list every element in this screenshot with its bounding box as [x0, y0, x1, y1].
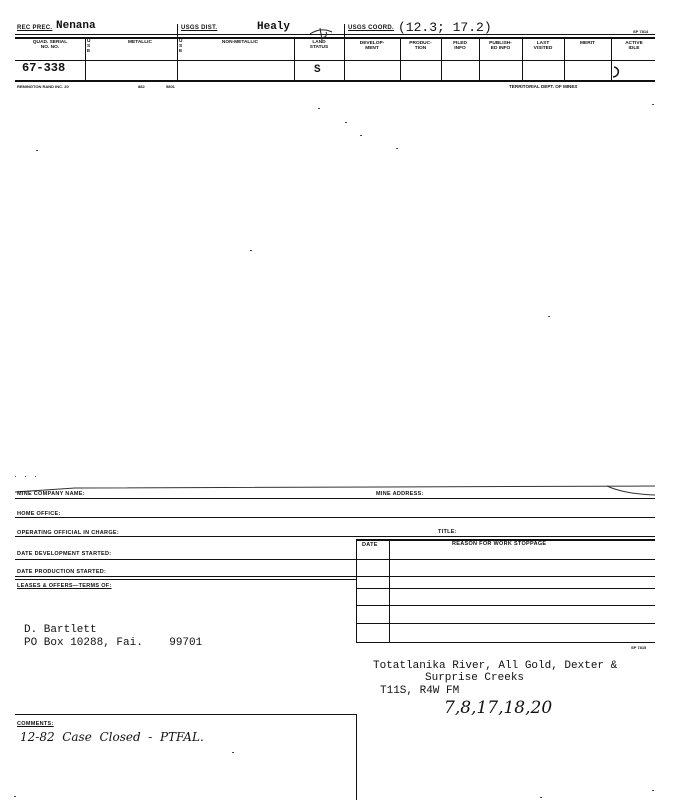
- rule: [400, 37, 401, 80]
- rule: [177, 24, 178, 80]
- speck: [345, 122, 347, 123]
- lessee-name: D. Bartlett: [24, 624, 97, 636]
- rule: [441, 37, 442, 80]
- rule: [356, 714, 357, 800]
- col-production: PRODUC- TION: [409, 41, 432, 51]
- col-published-info: PUBLISH- ED INFO: [489, 41, 512, 51]
- col-filed-info: FILED INFO: [453, 41, 467, 51]
- lessee-address: PO Box 10288, Fai. 99701: [24, 637, 203, 649]
- rule: [15, 517, 655, 518]
- quad-serial-value: 67-338: [22, 61, 66, 75]
- rule: [356, 623, 655, 624]
- land-status-value: S: [314, 64, 321, 76]
- date-column-label: DATE: [362, 542, 378, 548]
- date-production-label: DATE PRODUCTION STARTED:: [17, 569, 107, 575]
- col-nonmetallic: NON-METALLIC: [221, 40, 259, 45]
- speck: [232, 752, 234, 753]
- rule: [356, 642, 655, 643]
- speck: [652, 104, 654, 105]
- speck: [35, 476, 36, 477]
- rule: [479, 37, 480, 80]
- usgs-dist-value: Healy: [257, 21, 291, 33]
- rec-prec-value: Nenana: [56, 20, 96, 32]
- form-number: SP 7814: [633, 29, 649, 34]
- rule: [15, 714, 356, 715]
- col-merit: MERIT: [580, 41, 595, 46]
- rule: [294, 37, 295, 80]
- col-metallic: METALLIC: [128, 40, 152, 45]
- speck: [652, 790, 654, 791]
- rule: [15, 498, 655, 499]
- leases-label: LEASES & OFFERS—TERMS OF:: [17, 583, 112, 589]
- rule: [344, 24, 345, 80]
- territorial-dept: TERRITORIAL DEPT. OF MINES: [509, 84, 578, 89]
- rule: [356, 605, 655, 606]
- col-use-nonmetallic: U S E: [179, 39, 183, 54]
- rec-prec-label: REC PREC.: [17, 25, 53, 31]
- usgs-coord-label: USGS COORD.: [348, 25, 394, 31]
- location-line-1: Totatlanika River, All Gold, Dexter &: [373, 660, 618, 672]
- col-use-metallic: U S E: [87, 39, 91, 54]
- speck: [15, 476, 16, 477]
- handwritten-check: [610, 64, 628, 80]
- comments-text: 12-82 Case Closed - PTFAL.: [20, 730, 204, 744]
- rule: [356, 539, 357, 643]
- col-last-visited: LAST VISITED: [533, 41, 553, 51]
- speck: [25, 476, 26, 477]
- date-development-label: DATE DEVELOPMENT STARTED:: [17, 551, 112, 557]
- rule: [85, 37, 86, 80]
- location-sections: 7,8,17,18,20: [444, 698, 553, 718]
- rule: [522, 37, 523, 80]
- printer-line: REMINGTON RAND INC. 20: [17, 84, 69, 89]
- col-development: DEVELOP- MENT: [359, 41, 385, 51]
- rule: [15, 576, 655, 577]
- title-label: TITLE:: [438, 529, 457, 535]
- printer-code: 882: [138, 84, 145, 89]
- col-land-status: LAND STATUS: [309, 40, 329, 50]
- rule: [564, 37, 565, 80]
- rule: [15, 559, 655, 560]
- handwritten-mark: [306, 26, 342, 52]
- speck: [14, 796, 16, 797]
- speck: [548, 316, 550, 317]
- home-office-label: HOME OFFICE:: [17, 511, 61, 517]
- rule: [15, 60, 655, 61]
- speck: [540, 797, 542, 798]
- speck: [36, 150, 38, 151]
- operating-official-label: OPERATING OFFICIAL IN CHARGE:: [17, 530, 119, 536]
- mine-address-label: MINE ADDRESS:: [376, 491, 424, 497]
- speck: [250, 250, 252, 251]
- rule: [356, 588, 655, 589]
- usgs-dist-label: USGS DIST.: [181, 25, 218, 31]
- location-line-2: Surprise Creeks: [425, 672, 525, 684]
- rule: [15, 80, 655, 82]
- mine-company-name-label: MINE COMPANY NAME:: [17, 491, 85, 497]
- card-edge: [15, 478, 660, 498]
- col-quad-serial: QUAD. SERIAL NO. NO.: [32, 40, 68, 50]
- col-active-idle: ACTIVE IDLE: [625, 41, 643, 51]
- speck: [396, 148, 398, 149]
- form-number: SP 7815: [631, 645, 647, 650]
- speck: [360, 135, 362, 136]
- location-line-3: T11S, R4W FM: [380, 685, 460, 697]
- rule: [15, 579, 356, 580]
- rule: [15, 536, 655, 537]
- usgs-coord-value: (12.3; 17.2): [398, 20, 492, 35]
- printer-code: 5801: [166, 84, 175, 89]
- comments-label: COMMENTS:: [17, 721, 54, 727]
- reason-column-label: REASON FOR WORK STOPPAGE: [452, 541, 547, 547]
- rule: [389, 539, 390, 643]
- speck: [318, 108, 320, 109]
